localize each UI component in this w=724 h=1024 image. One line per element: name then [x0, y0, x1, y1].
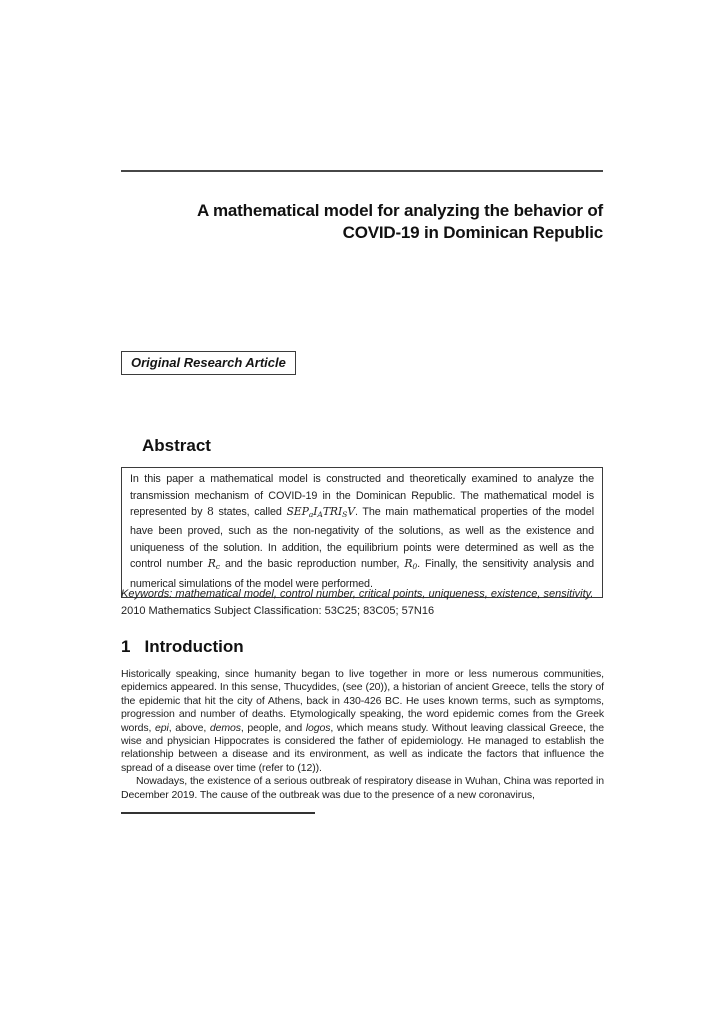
section-title: Introduction — [144, 637, 244, 656]
paper-title-line-2: COVID-19 in Dominican Republic — [342, 222, 603, 242]
msc-line: 2010 Mathematics Subject Classification: 53C25; 83C05; 57N16 — [121, 605, 435, 617]
header-rule — [121, 170, 603, 172]
paper-title-line-1: A mathematical model for analyzing the behavior of — [197, 201, 603, 220]
section-number: 1 — [121, 637, 131, 656]
introduction-body — [121, 668, 604, 802]
abstract-heading: Abstract — [142, 436, 211, 455]
article-type-badge: Original Research Article — [121, 351, 296, 375]
abstract-box: In this paper a mathematical model is constructed and theoretically examined to analyze the transmission mechanism of COVID-19 in the Dominican Republic. The mathematical model is represented by 8 states, called $SEP_aI_ATRI_SV$. The main mathematical properties of the model have been proved, such as the non-negativity of the solutions, as well as the existence and uniqueness of the solution. In addition, the equilibrium points were determined as well as the control number $R_c$ and the basic reproduction number, $R_0$. Finally, the sensitivity analysis and numerical simulations of the model were performed. — [121, 467, 603, 598]
keywords-line: Keywords: mathematical model, control number, critical points, uniqueness, existence, sensitivity. — [121, 588, 594, 600]
introduction-paragraph-2: Nowadays, the existence of a serious outbreak of respiratory disease in Wuhan, China was reported in December 2019. The cause of the outbreak was due to the presence of a new coronavirus, — [121, 775, 604, 801]
footnote-rule — [121, 812, 315, 814]
paper-title — [121, 200, 603, 243]
introduction-paragraph-1: Historically speaking, since humanity began to live together in more or less numerous communities, epidemics appeared. In this sense, Thucydides, (see (20)), a historian of ancient Greece, tells the story of the epidemic that hit the city of Athens, back in 430-426 BC. He uses known terms, such as symptoms, progression and number of deaths. Etymologically speaking, the word epidemic comes from the Greek words, epi, above, demos, people, and logos, which means study. Without leaving classical Greece, the wise and physician Hippocrates is considered the father of epidemiology. He managed to establish the relationship between a disease and its environment, as well as indicate the factors that influence the spread of a disease over time (refer to (12)). — [121, 668, 604, 774]
introduction-heading — [121, 637, 244, 657]
